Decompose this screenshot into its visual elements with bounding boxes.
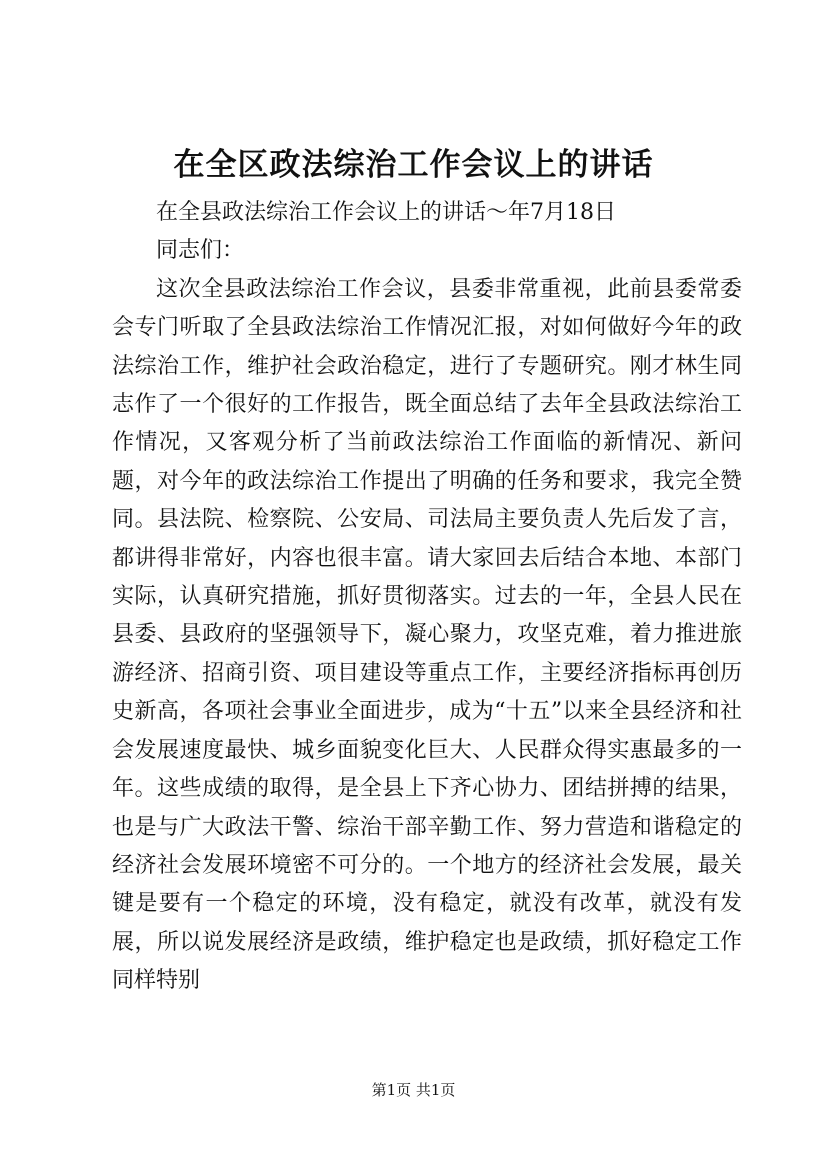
document-title: 在全区政法综治工作会议上的讲话 [173, 147, 654, 183]
page-footer: 第1页 共1页 [371, 1081, 456, 1099]
subtitle-line: 在全县政法综治工作会议上的讲话～年7月18日 [156, 200, 616, 225]
salutation: 同志们： [156, 238, 245, 264]
body-paragraph: 这次全县政法综治工作会议，县委非常重视，此前县委常委会专门听取了全县政法综治工作情况汇报，对如何做好今年的政法综治工作，维护社会政治稳定，进行了专题研究。刚才林生同志作了一个很好的工作报告，既全面总结了去年全县政法综治工作情况，又客观分析了当前政法综治工作面临的新情况、新问题，对今年的政法综治工作提出了明确的任务和要求，我完全赞同。县法院、检察院、公安局、司法局主要负责人先后发了言，都讲得非常好，内容也很丰富。请大家回去后结合本地、本部门实际，认真研究措施，抓好贯彻落实。过去的一年，全县人民在县委、县政府的坚强领导下，凝心聚力，攻坚克难，着力推进旅游经济、招商引资、项目建设等重点工作，主要经济指标再创历史新高，各项社会事业全面进步，成为“十五”以来全县经济和社会发展速度最快、城乡面貌变化巨大、人民群众得实惠最多的一年。这些成绩的取得，是全县上下齐心协力、团结拼搏的结果，也是与广大政法干警、综治干部辛勤工作、努力营造和谐稳定的经济社会发展环境密不可分的。一个地方的经济社会发展，最关键是要有一个稳定的环境，没有稳定，就没有改革，就没有发展，所以说发展经济是政绩，维护稳定也是政绩，抓好稳定工作同样特别 [112, 276, 742, 994]
document-body [112, 194, 742, 1001]
